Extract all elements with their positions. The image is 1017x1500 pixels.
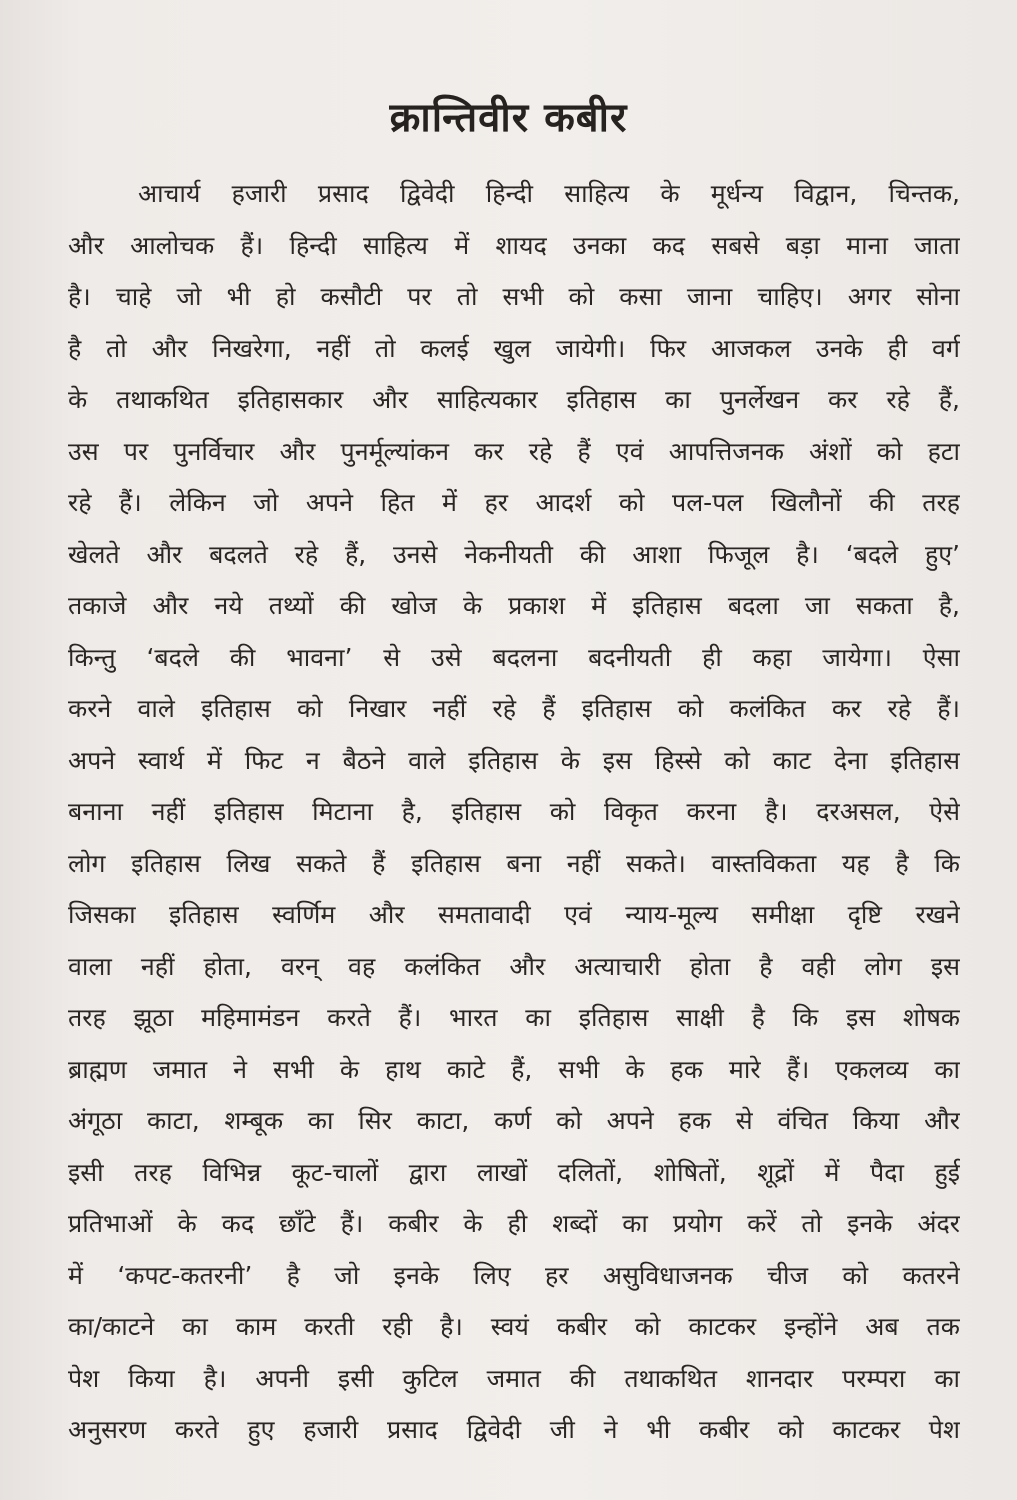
text-line: में ‘कपट-कतरनी’ है जो इनके लिए हर असुविधाजनक चीज को कतरने [68,1260,960,1290]
text-line: बनाना नहीं इतिहास मिटाना है, इतिहास को विकृत करना है। दरअसल, ऐसे [68,797,960,826]
text-line: तरह झूठा महिमामंडन करते हैं। भारत का इतिहास साक्षी है कि इस शोषक [68,1003,960,1032]
text-line: अपने स्वार्थ में फिट न बैठने वाले इतिहास के इस हिस्से को काट देना इतिहास [68,745,960,775]
text-line: ब्राह्मण जमात ने सभी के हाथ काटे हैं, सभी के हक मारे हैं। एकलव्य का [68,1054,960,1084]
text-line: का/काटने का काम करती रही है। स्वयं कबीर को काटकर इन्होंने अब तक [68,1312,960,1341]
text-line: आचार्य हजारी प्रसाद द्विवेदी हिन्दी साहित्य के मूर्धन्य विद्वान, चिन्तक, [138,179,960,208]
text-line: प्रतिभाओं के कद छाँटे हैं। कबीर के ही शब्दों का प्रयोग करें तो इनके अंदर [68,1209,960,1238]
body-text [68,168,960,1456]
text-line: के तथाकथित इतिहासकार और साहित्यकार इतिहास का पुनर्लेखन कर रहे हैं, [68,385,960,414]
text-line: रहे हैं। लेकिन जो अपने हित में हर आदर्श को पल-पल खिलौनों की तरह [68,488,960,517]
text-line: लोग इतिहास लिख सकते हैं इतिहास बना नहीं सकते। वास्तविकता यह है कि [68,848,960,878]
text-line: खेलते और बदलते रहे हैं, उनसे नेकनीयती की आशा फिजूल है। ‘बदले हुए’ [68,539,960,569]
text-line: अनुसरण करते हुए हजारी प्रसाद द्विवेदी जी ने भी कबीर को काटकर पेश [68,1415,960,1444]
text-line: जिसका इतिहास स्वर्णिम और समतावादी एवं न्याय-मूल्य समीक्षा दृष्टि रखने [68,900,960,929]
text-line: और आलोचक हैं। हिन्दी साहित्य में शायद उनका कद सबसे बड़ा माना जाता [68,230,960,260]
text-line: उस पर पुनर्विचार और पुनर्मूल्यांकन कर रहे हैं एवं आपत्तिजनक अंशों को हटा [68,436,960,466]
text-line: अंगूठा काटा, शम्बूक का सिर काटा, कर्ण को अपने हक से वंचित किया और [68,1106,960,1135]
text-line: वाला नहीं होता, वरन् वह कलंकित और अत्याचारी होता है वही लोग इस [68,951,960,981]
text-line: तकाजे और नये तथ्यों की खोज के प्रकाश में इतिहास बदला जा सकता है, [68,591,960,620]
text-line: पेश किया है। अपनी इसी कुटिल जमात की तथाकथित शानदार परम्परा का [68,1363,960,1393]
text-line: किन्तु ‘बदले की भावना’ से उसे बदलना बदनीयती ही कहा जायेगा। ऐसा [68,642,960,672]
text-line: करने वाले इतिहास को निखार नहीं रहे हैं इतिहास को कलंकित कर रहे हैं। [68,694,960,723]
text-line: है। चाहे जो भी हो कसौटी पर तो सभी को कसा जाना चाहिए। अगर सोना [68,282,960,311]
text-line: है तो और निखरेगा, नहीं तो कलई खुल जायेगी। फिर आजकल उनके ही वर्ग [68,333,960,363]
page-title: क्रान्तिवीर कबीर [389,95,628,141]
text-line: इसी तरह विभिन्न कूट-चालों द्वारा लाखों दलितों, शोषितों, शूद्रों में पैदा हुई [68,1157,960,1187]
